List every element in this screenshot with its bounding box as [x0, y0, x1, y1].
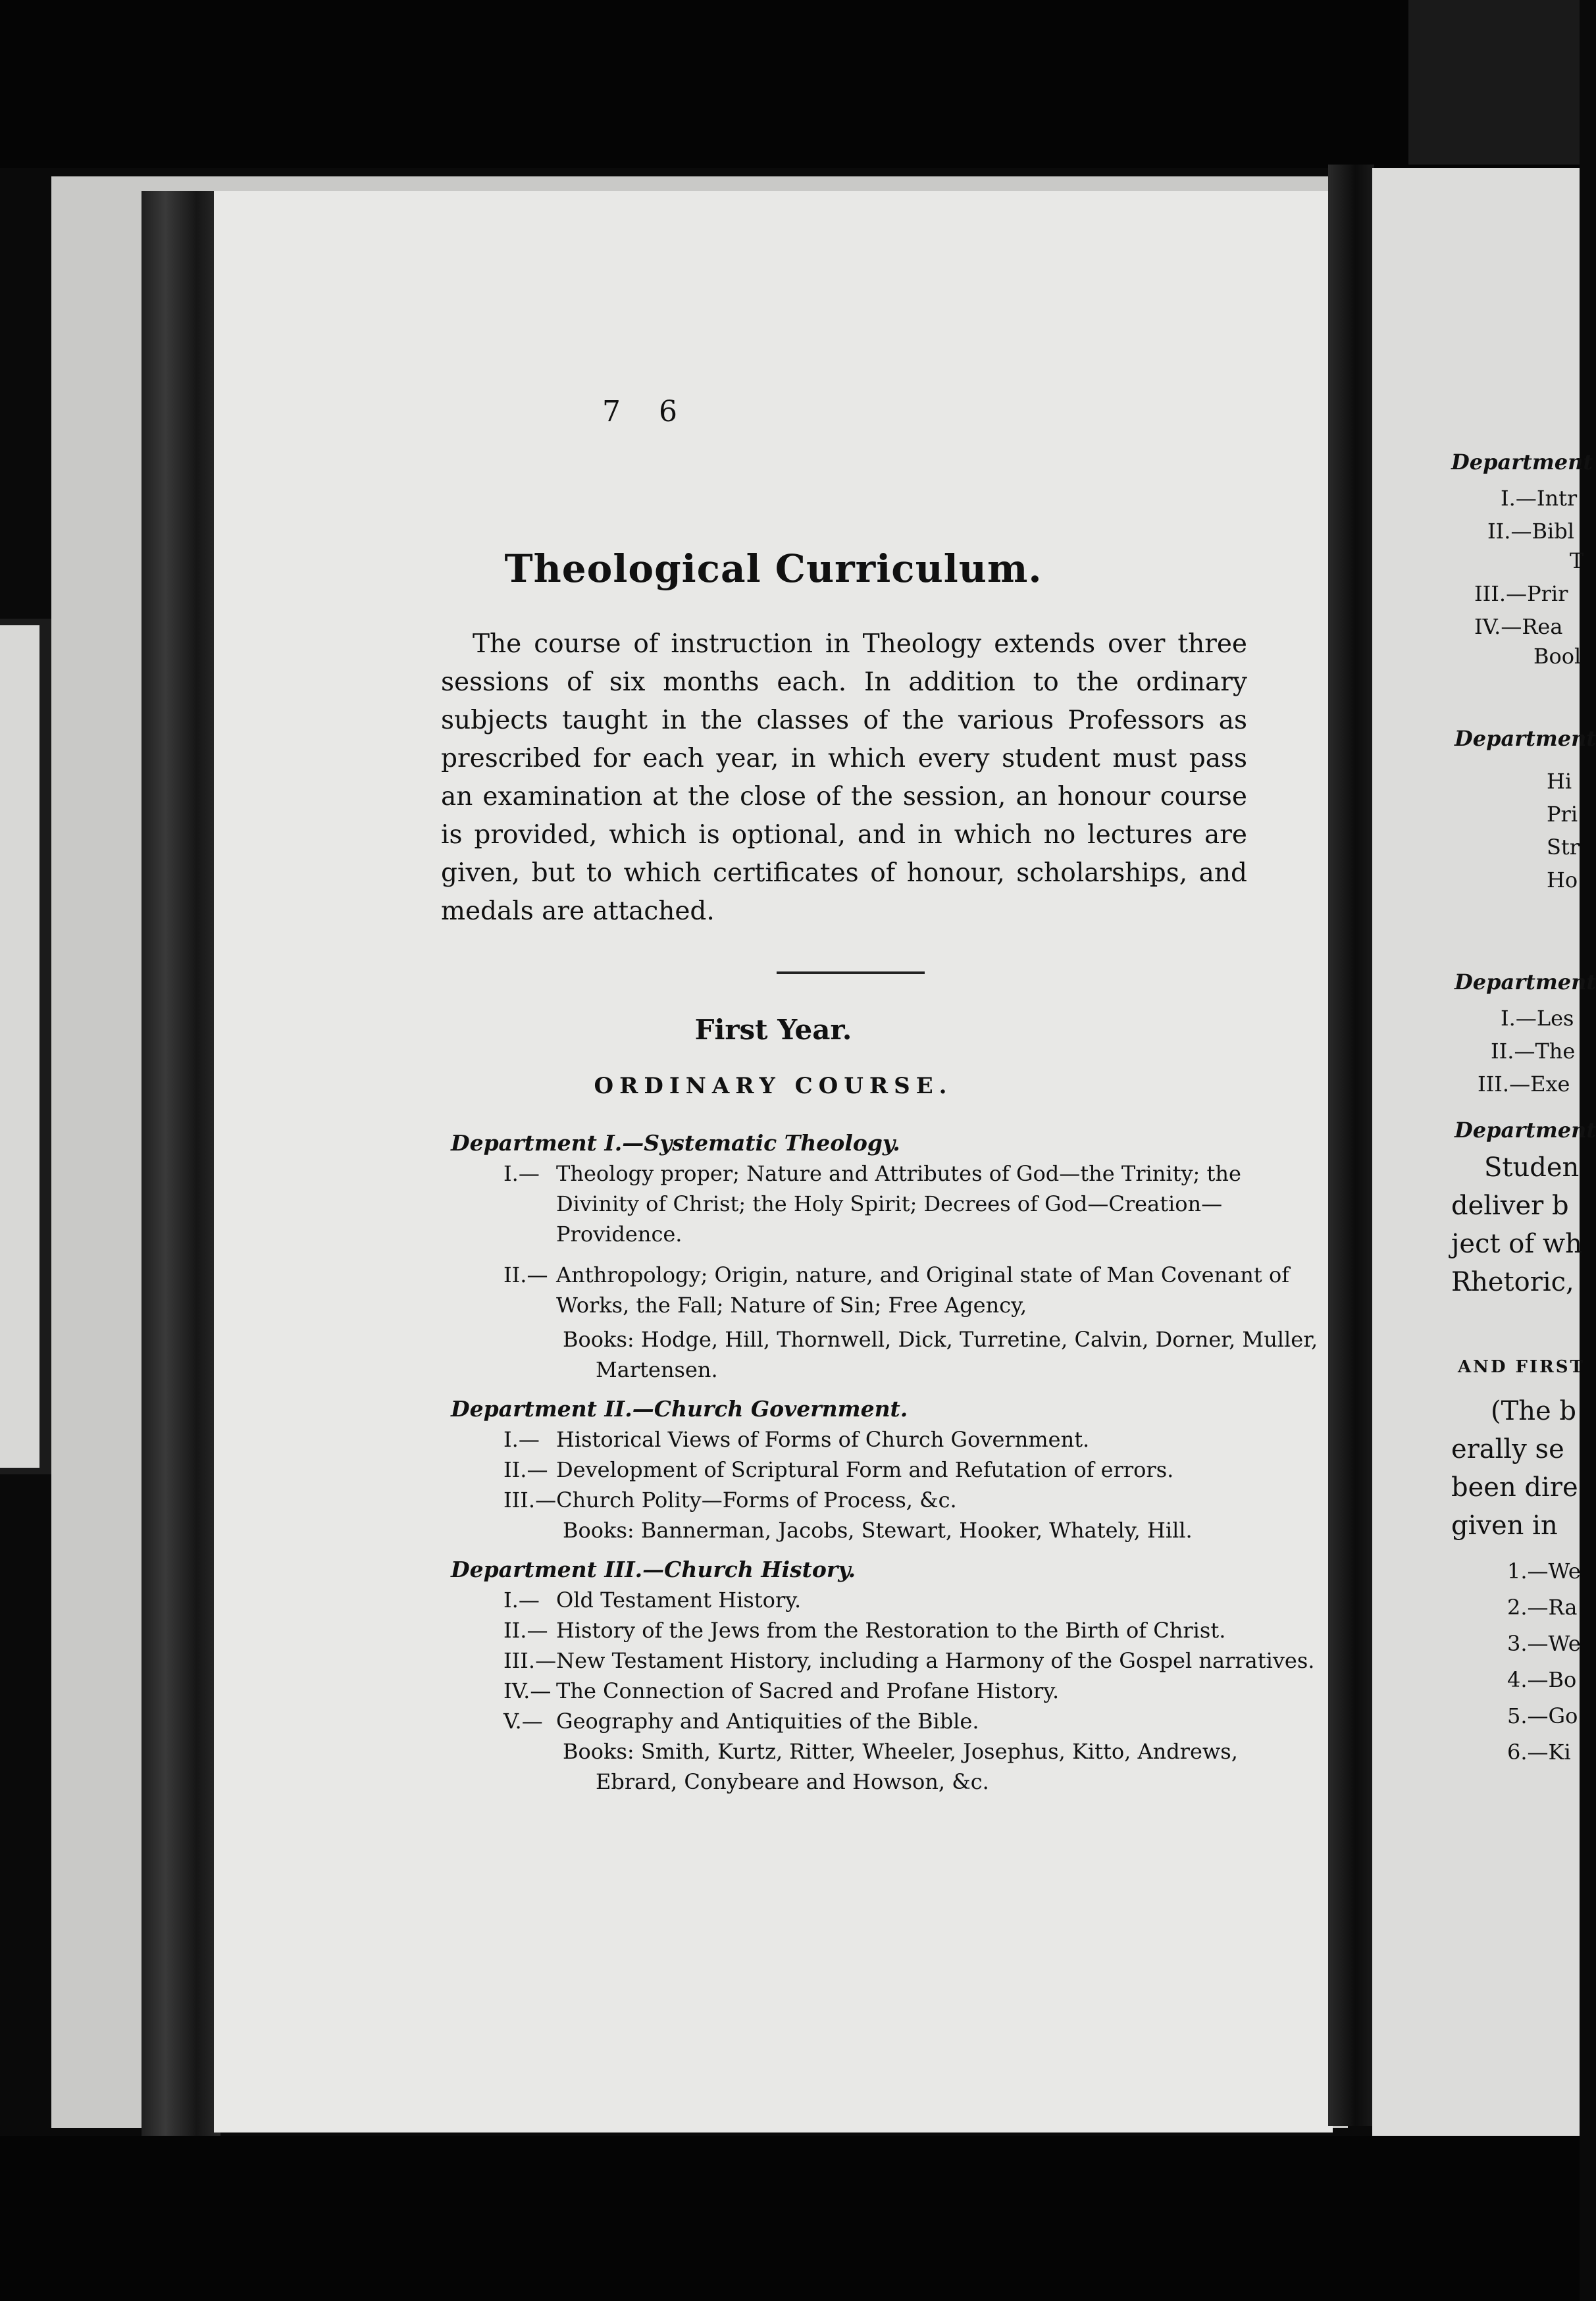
right-top-shadow — [1408, 0, 1580, 165]
page-gutter-shadow — [1328, 165, 1374, 2126]
item-number: V.— — [503, 1709, 543, 1734]
books-list: Books: Hodge, Hill, Thornwell, Dick, Turretine, Calvin, Dorner, Muller, Martensen. — [563, 1327, 1318, 1382]
right-line: Ho — [1547, 867, 1578, 892]
right-line: Department — [1451, 450, 1593, 475]
right-line: 4.—Bo — [1507, 1667, 1577, 1692]
list-item — [451, 1455, 1326, 1485]
right-line: ject of wh — [1451, 1229, 1582, 1259]
list-item — [451, 1158, 1326, 1249]
right-line: given in — [1451, 1511, 1558, 1541]
right-line: I.—Les — [1501, 1006, 1574, 1031]
right-line: Department — [1454, 1118, 1596, 1143]
list-item — [451, 1706, 1326, 1736]
item-text: Historical Views of Forms of Church Government. — [556, 1427, 1090, 1452]
list-item — [451, 1424, 1326, 1455]
item-number: III.— — [503, 1487, 557, 1512]
right-line: deliver b — [1451, 1191, 1569, 1221]
right-line: 2.—Ra — [1507, 1595, 1578, 1620]
list-item — [451, 1585, 1326, 1615]
item-text: Theology proper; Nature and Attributes of God—the Trinity; the Divinity of Christ; the Holy Spirit; Decrees of God—Creation—Providence. — [556, 1161, 1241, 1247]
right-line: 6.—Ki — [1507, 1740, 1571, 1765]
department-heading: Department I.—Systematic Theology. — [451, 1130, 900, 1156]
right-line: Department — [1454, 726, 1596, 751]
right-line: Studen — [1484, 1152, 1580, 1183]
right-line: 1.—We — [1507, 1559, 1581, 1584]
books-list: Books: Bannerman, Jacobs, Stewart, Hooker, Whately, Hill. — [563, 1518, 1193, 1543]
book-spine — [142, 191, 220, 2139]
intro-text: The course of instruction in Theology extends over three sessions of six months each. In addition to the ordinary subjects taught in the classes of the various Professors as prescribed for each year, in which every student must pass an examination at the close of the session, an honour course is provided, which is optional, and in which no lectures are given, but to which certificates of honour, scholarships, and medals are attached. — [441, 629, 1247, 926]
right-line: T — [1570, 548, 1584, 573]
left-page — [214, 191, 1333, 2133]
list-item — [451, 1260, 1326, 1320]
right-line: (The b — [1491, 1396, 1577, 1426]
item-number: II.— — [503, 1457, 548, 1482]
item-text: Anthropology; Origin, nature, and Original state of Man Covenant of Works, the Fall; Nature of Sin; Free Agency, — [556, 1262, 1290, 1318]
item-number: II.— — [503, 1262, 548, 1287]
right-line: 5.—Go — [1507, 1703, 1578, 1728]
page-number: 7 6 — [602, 395, 692, 428]
list-item — [451, 1615, 1326, 1645]
year-heading: First Year. — [694, 1014, 852, 1046]
item-number: I.— — [503, 1161, 540, 1186]
item-number: IV.— — [503, 1678, 552, 1703]
right-line: Bool — [1533, 644, 1582, 669]
right-line: II.—The — [1491, 1039, 1576, 1064]
course-heading: ORDINARY COURSE. — [594, 1073, 953, 1099]
film-edge-bottom — [0, 2136, 1580, 2301]
right-line: Department — [1454, 970, 1596, 995]
books-list: Books: Smith, Kurtz, Ritter, Wheeler, Josephus, Kitto, Andrews, Ebrard, Conybeare and Howson, &c. — [563, 1739, 1238, 1794]
right-line: Pri — [1547, 802, 1578, 827]
item-number: I.— — [503, 1427, 540, 1452]
right-line: II.—Bibl — [1487, 519, 1574, 544]
right-line: 3.—We — [1507, 1631, 1581, 1656]
list-item — [451, 1676, 1326, 1706]
item-text: Old Testament History. — [556, 1588, 802, 1613]
right-line: Hi — [1547, 769, 1572, 794]
right-page-partial — [1372, 168, 1596, 2136]
item-number: III.— — [503, 1648, 557, 1673]
page-title: Theological Curriculum. — [504, 546, 1043, 591]
department-heading: Department III.—Church History. — [451, 1557, 856, 1582]
film-edge-top — [0, 0, 1580, 168]
right-line: erally se — [1451, 1434, 1564, 1464]
item-text: Geography and Antiquities of the Bible. — [556, 1709, 979, 1734]
item-text: The Connection of Sacred and Profane History. — [556, 1678, 1060, 1703]
section-divider — [777, 971, 925, 974]
item-text: New Testament History, including a Harmony of the Gospel narratives. — [556, 1648, 1315, 1673]
right-line: Rhetoric, — [1451, 1267, 1574, 1297]
right-line: III.—Prir — [1474, 581, 1568, 606]
department-3 — [451, 1555, 1326, 1797]
right-line: I.—Intr — [1501, 486, 1578, 511]
item-text: Church Polity—Forms of Process, &c. — [556, 1487, 957, 1512]
list-item — [451, 1645, 1326, 1676]
right-line: Str — [1547, 835, 1580, 860]
intro-paragraph — [441, 625, 1247, 931]
department-1 — [451, 1128, 1326, 1385]
item-number: I.— — [503, 1588, 540, 1613]
curriculum-content — [451, 1119, 1326, 1797]
right-line: been dire — [1451, 1472, 1578, 1503]
right-line: III.—Exe — [1478, 1072, 1570, 1097]
department-2 — [451, 1394, 1326, 1545]
right-line: IV.—Rea — [1474, 614, 1563, 639]
list-item — [451, 1485, 1326, 1515]
item-text: Development of Scriptural Form and Refutation of errors. — [556, 1457, 1174, 1482]
right-line: AND FIRST — [1458, 1357, 1585, 1377]
left-edge-paper — [0, 625, 39, 1468]
item-text: History of the Jews from the Restoration to the Birth of Christ. — [556, 1618, 1226, 1643]
department-heading: Department II.—Church Government. — [451, 1396, 908, 1422]
item-number: II.— — [503, 1618, 548, 1643]
